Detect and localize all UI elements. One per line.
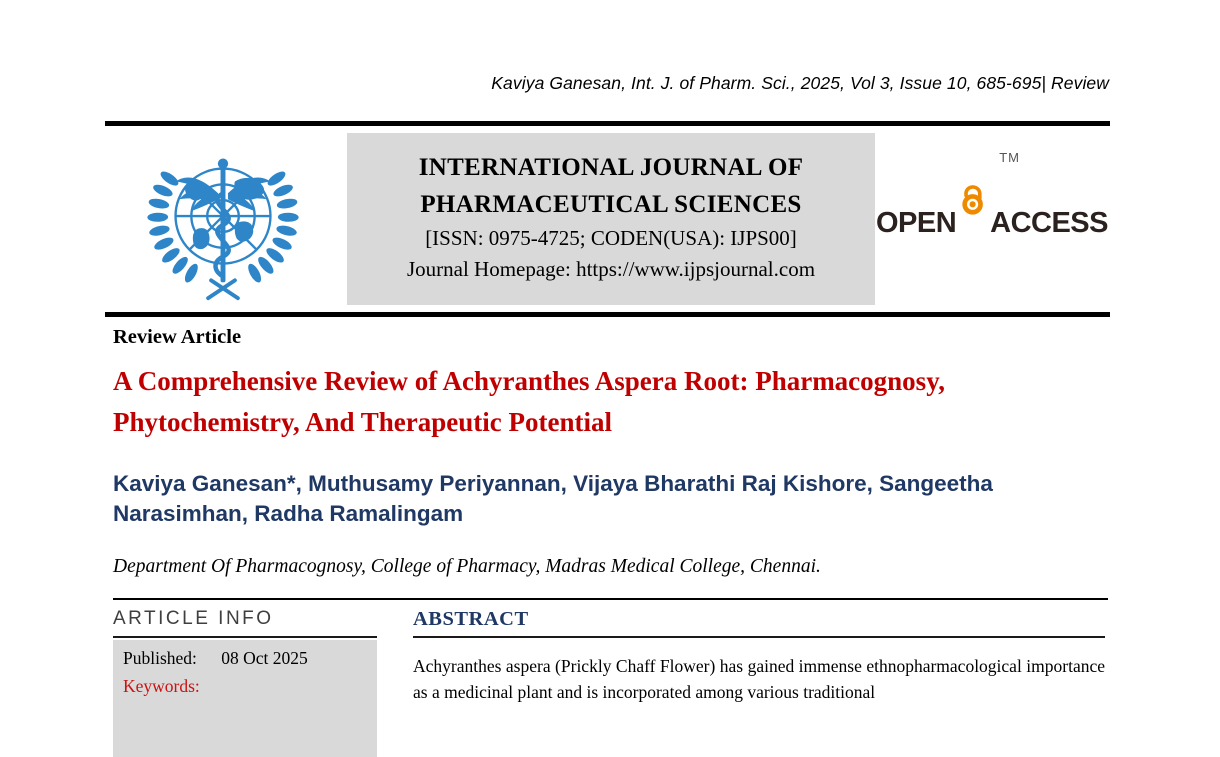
- article-info-rule: [113, 636, 377, 638]
- article-info-column: [113, 608, 377, 757]
- journal-title-panel: [347, 133, 875, 305]
- open-access-lock-icon: [960, 182, 986, 248]
- open-access-access-label: ACCESS: [990, 206, 1108, 239]
- published-label: Published:: [123, 648, 197, 668]
- section-divider-rule: [113, 598, 1108, 600]
- who-caduceus-globe-logo-icon: [123, 132, 323, 310]
- article-info-heading: ARTICLE INFO: [113, 608, 274, 629]
- abstract-paragraph: Achyranthes aspera (Prickly Chaff Flower) has gained immense ethnopharmacological importance as a medicinal plant and is incorporated among various traditional: [413, 656, 1105, 702]
- article-type-label: Review Article: [113, 326, 242, 348]
- abstract-column: [413, 608, 1105, 705]
- journal-title-line2: PHARMACEUTICAL SCIENCES: [420, 191, 802, 218]
- trademark-label: TM: [999, 150, 1020, 165]
- open-access-open-label: OPEN: [876, 206, 957, 239]
- article-title: A Comprehensive Review of Achyranthes Aspera Root: Pharmacognosy, Phytochemistry, And Therapeutic Potential: [113, 366, 945, 437]
- journal-title-line1: INTERNATIONAL JOURNAL OF: [418, 154, 804, 181]
- article-info-panel: [113, 640, 377, 757]
- running-head-citation: Kaviya Ganesan, Int. J. of Pharm. Sci., 2025, Vol 3, Issue 10, 685-695| Review: [491, 73, 1109, 93]
- published-row: [123, 648, 367, 669]
- author-affiliation: Department Of Pharmacognosy, College of Pharmacy, Madras Medical College, Chennai.: [113, 556, 821, 577]
- keywords-label: Keywords:: [123, 676, 200, 696]
- published-date: 08 Oct 2025: [221, 648, 308, 668]
- journal-masthead: [105, 126, 1110, 312]
- journal-homepage-link[interactable]: Journal Homepage: https://www.ijpsjournal.com: [406, 257, 816, 281]
- abstract-heading: ABSTRACT: [413, 608, 529, 630]
- journal-issn-coden: [ISSN: 0975-4725; CODEN(USA): IJPS00]: [425, 226, 797, 250]
- author-list: Kaviya Ganesan*, Muthusamy Periyannan, Vijaya Bharathi Raj Kishore, Sangeetha Narasimhan, Radha Ramalingam: [113, 471, 993, 526]
- bottom-divider-bar: [105, 312, 1110, 317]
- abstract-rule: [413, 636, 1105, 638]
- open-access-logo: [876, 150, 1108, 272]
